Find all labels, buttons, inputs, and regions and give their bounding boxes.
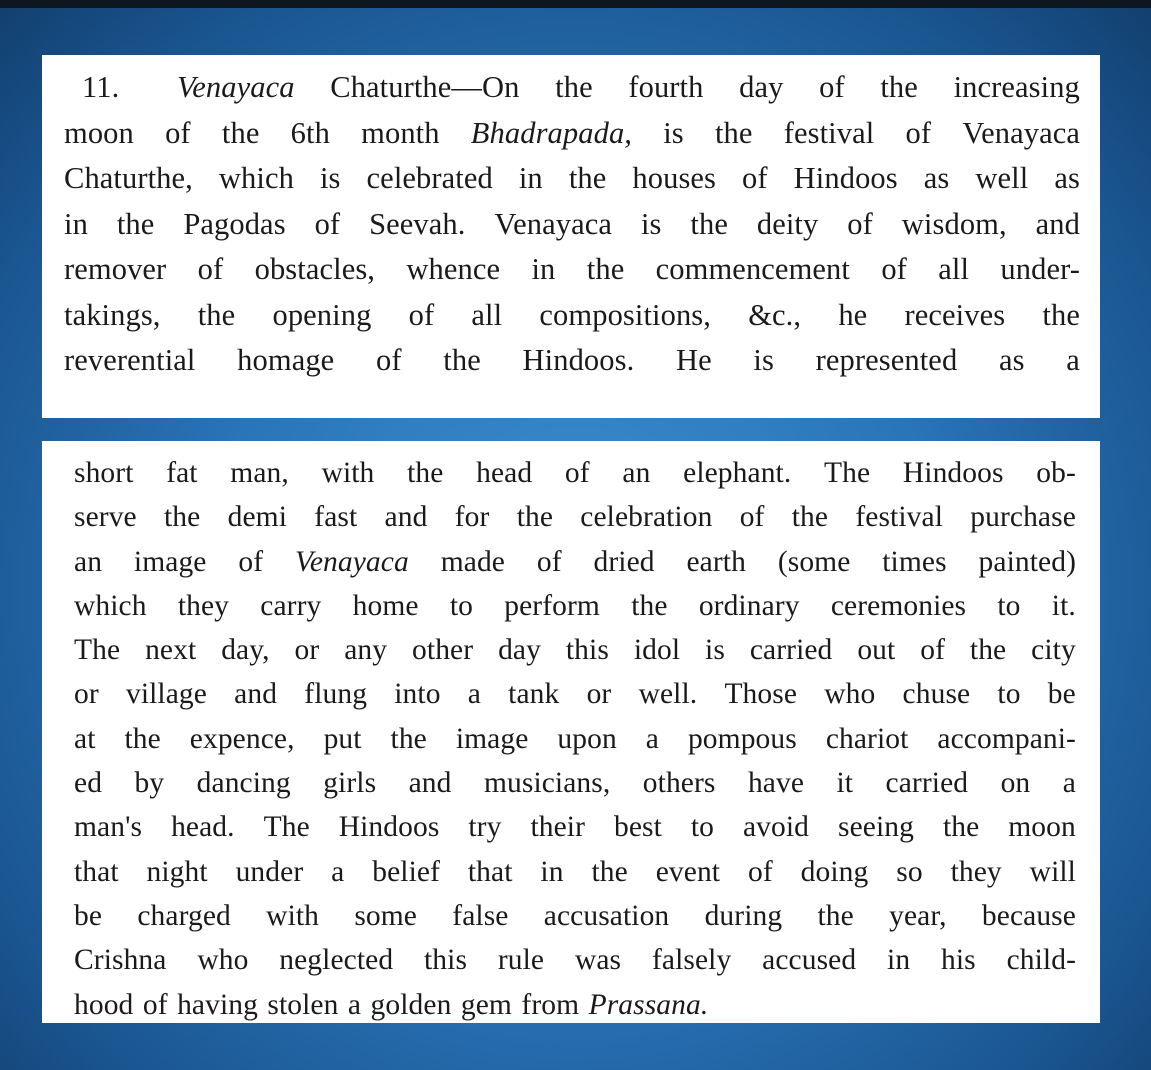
text-line bbox=[74, 628, 1076, 672]
word: a bbox=[645, 722, 659, 755]
text-line bbox=[64, 338, 1080, 384]
word: and bbox=[1035, 206, 1080, 241]
word: The bbox=[74, 634, 121, 667]
text-line bbox=[74, 938, 1076, 982]
word: that bbox=[467, 855, 513, 888]
word: Venayaca bbox=[962, 115, 1080, 150]
word: be bbox=[74, 899, 103, 932]
word: serve bbox=[74, 501, 137, 534]
word: short bbox=[74, 457, 134, 489]
word: a bbox=[1062, 767, 1076, 800]
word: with bbox=[266, 899, 320, 932]
word: the bbox=[586, 252, 625, 286]
word: into bbox=[394, 678, 441, 711]
word: have bbox=[747, 767, 805, 800]
word: dancing bbox=[196, 767, 291, 800]
word: moon bbox=[64, 115, 134, 150]
word: accompani- bbox=[937, 722, 1076, 755]
word: night bbox=[146, 855, 208, 888]
word: of bbox=[564, 457, 590, 489]
word: best bbox=[613, 811, 662, 844]
word: and bbox=[234, 678, 278, 711]
word: well bbox=[975, 161, 1029, 195]
word: demi bbox=[227, 501, 288, 534]
word: which bbox=[74, 589, 147, 622]
text-line bbox=[74, 451, 1076, 495]
word: as bbox=[998, 343, 1025, 377]
word: Hindoos. bbox=[522, 343, 635, 377]
word: of bbox=[819, 70, 845, 104]
word: other bbox=[412, 634, 474, 667]
word: and bbox=[384, 501, 428, 534]
word: of bbox=[165, 115, 191, 150]
scan-excerpt-bottom bbox=[42, 441, 1100, 1023]
word: fast bbox=[314, 501, 358, 534]
text-line bbox=[74, 672, 1076, 716]
word: Bhadrapada, bbox=[470, 115, 633, 150]
word: of bbox=[197, 252, 224, 286]
word: an bbox=[74, 545, 103, 578]
word: accusation bbox=[543, 899, 670, 932]
word: is bbox=[705, 634, 725, 667]
word: to bbox=[690, 811, 715, 844]
word: and bbox=[408, 767, 452, 800]
word: the bbox=[164, 501, 201, 534]
word: man's bbox=[74, 811, 143, 844]
word: Crishna bbox=[74, 944, 167, 977]
text-line bbox=[74, 983, 1076, 1027]
word: celebrated bbox=[366, 161, 493, 195]
word: flung bbox=[304, 678, 368, 711]
word: carried bbox=[749, 634, 833, 667]
word: of bbox=[747, 855, 773, 888]
word: the bbox=[221, 115, 260, 150]
word: ceremonies bbox=[830, 589, 967, 622]
text-line bbox=[64, 156, 1080, 202]
word: The bbox=[263, 811, 310, 844]
word: for bbox=[454, 501, 490, 534]
word: which bbox=[218, 161, 294, 195]
word: gem bbox=[460, 988, 512, 1021]
word: image bbox=[455, 722, 529, 755]
word: Seevah. bbox=[369, 206, 466, 241]
text-line bbox=[74, 850, 1076, 894]
word: festival bbox=[855, 501, 943, 534]
word: festival bbox=[783, 115, 875, 150]
word: in bbox=[540, 855, 564, 888]
word: others bbox=[642, 767, 716, 800]
word: an bbox=[622, 457, 651, 489]
word: Venayaca bbox=[494, 206, 613, 241]
word: accused bbox=[762, 944, 857, 977]
word: to bbox=[449, 589, 473, 622]
word: day bbox=[739, 70, 784, 104]
word: will bbox=[1029, 855, 1076, 888]
text-line bbox=[74, 717, 1076, 761]
text-line bbox=[74, 894, 1076, 938]
word: of bbox=[905, 115, 932, 150]
word: the bbox=[714, 115, 753, 150]
scan-excerpt-top bbox=[42, 55, 1100, 418]
word: all bbox=[938, 252, 970, 286]
word: purchase bbox=[970, 501, 1076, 534]
word: the bbox=[197, 297, 236, 332]
word: all bbox=[471, 297, 503, 332]
word: because bbox=[981, 899, 1076, 932]
word: at bbox=[74, 722, 96, 755]
word: as bbox=[1054, 161, 1080, 195]
word: it. bbox=[1051, 589, 1076, 622]
word: the bbox=[568, 161, 607, 195]
word: Chaturthe, bbox=[64, 161, 193, 195]
word: stolen bbox=[267, 988, 339, 1021]
word: a bbox=[1066, 343, 1080, 377]
word: the bbox=[880, 70, 918, 104]
word: of bbox=[739, 501, 765, 534]
word: the bbox=[969, 634, 1007, 667]
word: man, bbox=[230, 457, 289, 489]
word: carried bbox=[885, 767, 969, 800]
word: the bbox=[443, 343, 481, 377]
word: idol bbox=[633, 634, 681, 667]
word: or bbox=[586, 678, 612, 711]
word: 6th bbox=[290, 115, 330, 150]
word: the bbox=[555, 70, 593, 104]
word: whence bbox=[406, 252, 501, 286]
word: who bbox=[197, 944, 249, 977]
word: elephant. bbox=[683, 457, 792, 489]
word: Hindoos bbox=[338, 811, 440, 844]
word: is bbox=[663, 115, 684, 150]
word: Venayaca bbox=[176, 70, 295, 104]
word: is bbox=[640, 206, 662, 241]
word: deity bbox=[756, 206, 819, 241]
word: they bbox=[177, 589, 230, 622]
word: it bbox=[836, 767, 854, 800]
word: in bbox=[887, 944, 911, 977]
word: during bbox=[704, 899, 783, 932]
word: Venayaca bbox=[295, 545, 409, 578]
word: moon bbox=[1008, 811, 1076, 844]
word: from bbox=[521, 988, 580, 1021]
word: the bbox=[942, 811, 980, 844]
word: in bbox=[64, 206, 88, 241]
word: the bbox=[1042, 297, 1080, 332]
top-bar bbox=[0, 0, 1151, 8]
word: was bbox=[574, 944, 622, 977]
word: to bbox=[997, 678, 1021, 711]
word: of bbox=[142, 988, 168, 1021]
word: Those bbox=[724, 678, 798, 711]
word: represented bbox=[815, 343, 958, 377]
word: be bbox=[1047, 678, 1076, 711]
word: expence, bbox=[189, 722, 295, 755]
word: their bbox=[530, 811, 585, 844]
word: is bbox=[319, 161, 341, 195]
word: the bbox=[407, 457, 444, 489]
word: ordinary bbox=[698, 589, 800, 622]
word: event bbox=[655, 855, 721, 888]
text-line bbox=[64, 247, 1080, 293]
word: obstacles, bbox=[254, 252, 376, 286]
word: having bbox=[177, 988, 258, 1021]
word: neglected bbox=[279, 944, 394, 977]
word: some bbox=[354, 899, 417, 932]
word: the bbox=[116, 206, 155, 241]
word: fourth bbox=[628, 70, 704, 104]
word: celebration bbox=[580, 501, 713, 534]
word: pompous bbox=[687, 722, 797, 755]
word: doing bbox=[800, 855, 869, 888]
word: head. bbox=[171, 811, 235, 844]
word: carry bbox=[260, 589, 322, 622]
word: &c., bbox=[748, 297, 802, 332]
word: chariot bbox=[825, 722, 909, 755]
word: head bbox=[476, 457, 533, 489]
word: takings, bbox=[64, 297, 161, 332]
word: put bbox=[323, 722, 362, 755]
word: the bbox=[390, 722, 427, 755]
word: chuse bbox=[902, 678, 971, 711]
word: month bbox=[361, 115, 440, 150]
text-line bbox=[64, 65, 1080, 111]
word: the bbox=[631, 589, 668, 622]
text-line bbox=[64, 293, 1080, 339]
word: home bbox=[352, 589, 419, 622]
word: The bbox=[824, 457, 871, 489]
word: or bbox=[294, 634, 320, 667]
word: falsely bbox=[651, 944, 732, 977]
word: of bbox=[408, 297, 435, 332]
word: under bbox=[235, 855, 304, 888]
word: Hindoos bbox=[902, 457, 1004, 489]
word: try bbox=[468, 811, 502, 844]
text-line bbox=[74, 805, 1076, 849]
word: tank bbox=[508, 678, 560, 711]
text-line bbox=[64, 202, 1080, 248]
word: of bbox=[920, 634, 945, 667]
word: (some bbox=[777, 545, 851, 578]
word: reverential bbox=[64, 343, 196, 377]
word: day, bbox=[221, 634, 270, 667]
word: made bbox=[440, 545, 505, 578]
word: of bbox=[238, 545, 264, 578]
word: seeing bbox=[838, 811, 914, 844]
word: with bbox=[321, 457, 375, 489]
word: fat bbox=[166, 457, 198, 489]
word: that bbox=[74, 855, 119, 888]
text-line bbox=[74, 584, 1076, 628]
word: child- bbox=[1006, 944, 1076, 977]
word: he bbox=[838, 297, 868, 332]
word: Chaturthe—On bbox=[330, 70, 520, 104]
word: out bbox=[857, 634, 896, 667]
word: compositions, bbox=[539, 297, 712, 332]
word: upon bbox=[557, 722, 617, 755]
word: the bbox=[591, 855, 628, 888]
word: a bbox=[347, 988, 362, 1021]
word: of bbox=[742, 161, 768, 195]
word: to bbox=[997, 589, 1021, 622]
word: village bbox=[125, 678, 207, 711]
word: so bbox=[896, 855, 923, 888]
word: girls bbox=[323, 767, 377, 800]
word: of bbox=[881, 252, 907, 286]
word: of bbox=[314, 206, 341, 241]
word: a bbox=[331, 855, 345, 888]
word: next bbox=[145, 634, 197, 667]
text-line bbox=[74, 761, 1076, 805]
text-line bbox=[64, 111, 1080, 157]
word: year, bbox=[889, 899, 947, 932]
word: the bbox=[124, 722, 161, 755]
word: the bbox=[791, 501, 829, 534]
word: on bbox=[1000, 767, 1031, 800]
word: avoid bbox=[742, 811, 810, 844]
word: any bbox=[344, 634, 388, 667]
word: the bbox=[516, 501, 554, 534]
word: homage bbox=[237, 343, 335, 377]
word: charged bbox=[137, 899, 231, 932]
word: under- bbox=[1000, 252, 1080, 286]
word: as bbox=[923, 161, 950, 195]
word: increasing bbox=[953, 70, 1080, 104]
word: belief bbox=[372, 855, 440, 888]
word: who bbox=[824, 678, 876, 711]
text-line bbox=[74, 540, 1076, 584]
word: of bbox=[376, 343, 402, 377]
word: of bbox=[847, 206, 873, 241]
word: a bbox=[467, 678, 481, 711]
word: this bbox=[424, 944, 468, 977]
word: or bbox=[74, 678, 99, 711]
word: remover bbox=[64, 252, 167, 286]
word: Hindoos bbox=[793, 161, 898, 195]
word: false bbox=[452, 899, 509, 932]
word: by bbox=[134, 767, 165, 800]
word: image bbox=[133, 545, 207, 578]
word: times bbox=[882, 545, 947, 578]
word: rule bbox=[497, 944, 545, 977]
word: of bbox=[536, 545, 562, 578]
word: day bbox=[498, 634, 541, 667]
word: houses bbox=[632, 161, 717, 195]
word: earth bbox=[686, 545, 746, 578]
word: Pagodas bbox=[183, 206, 286, 241]
text-line bbox=[74, 495, 1076, 539]
word: well. bbox=[638, 678, 698, 711]
word: the bbox=[690, 206, 728, 241]
word: painted) bbox=[978, 545, 1076, 578]
word: hood bbox=[74, 988, 134, 1021]
word: receives bbox=[904, 297, 1006, 332]
word: city bbox=[1031, 634, 1076, 667]
word: wisdom, bbox=[901, 206, 1007, 241]
word: the bbox=[817, 899, 854, 932]
word: is bbox=[753, 343, 774, 377]
word: Prassana. bbox=[588, 988, 709, 1021]
word: in bbox=[518, 161, 543, 195]
word: they bbox=[950, 855, 1002, 888]
word: golden bbox=[370, 988, 452, 1021]
word: commencement bbox=[655, 252, 850, 286]
word: in bbox=[531, 252, 556, 286]
word: musicians, bbox=[483, 767, 611, 800]
word: dried bbox=[593, 545, 655, 578]
word: ed bbox=[74, 767, 103, 800]
word: ob- bbox=[1036, 457, 1076, 489]
word: opening bbox=[272, 297, 372, 332]
paragraph-number: 11. bbox=[82, 70, 120, 104]
word: perform bbox=[504, 589, 600, 622]
word: this bbox=[565, 634, 609, 667]
word: his bbox=[941, 944, 976, 977]
word: He bbox=[675, 343, 712, 377]
